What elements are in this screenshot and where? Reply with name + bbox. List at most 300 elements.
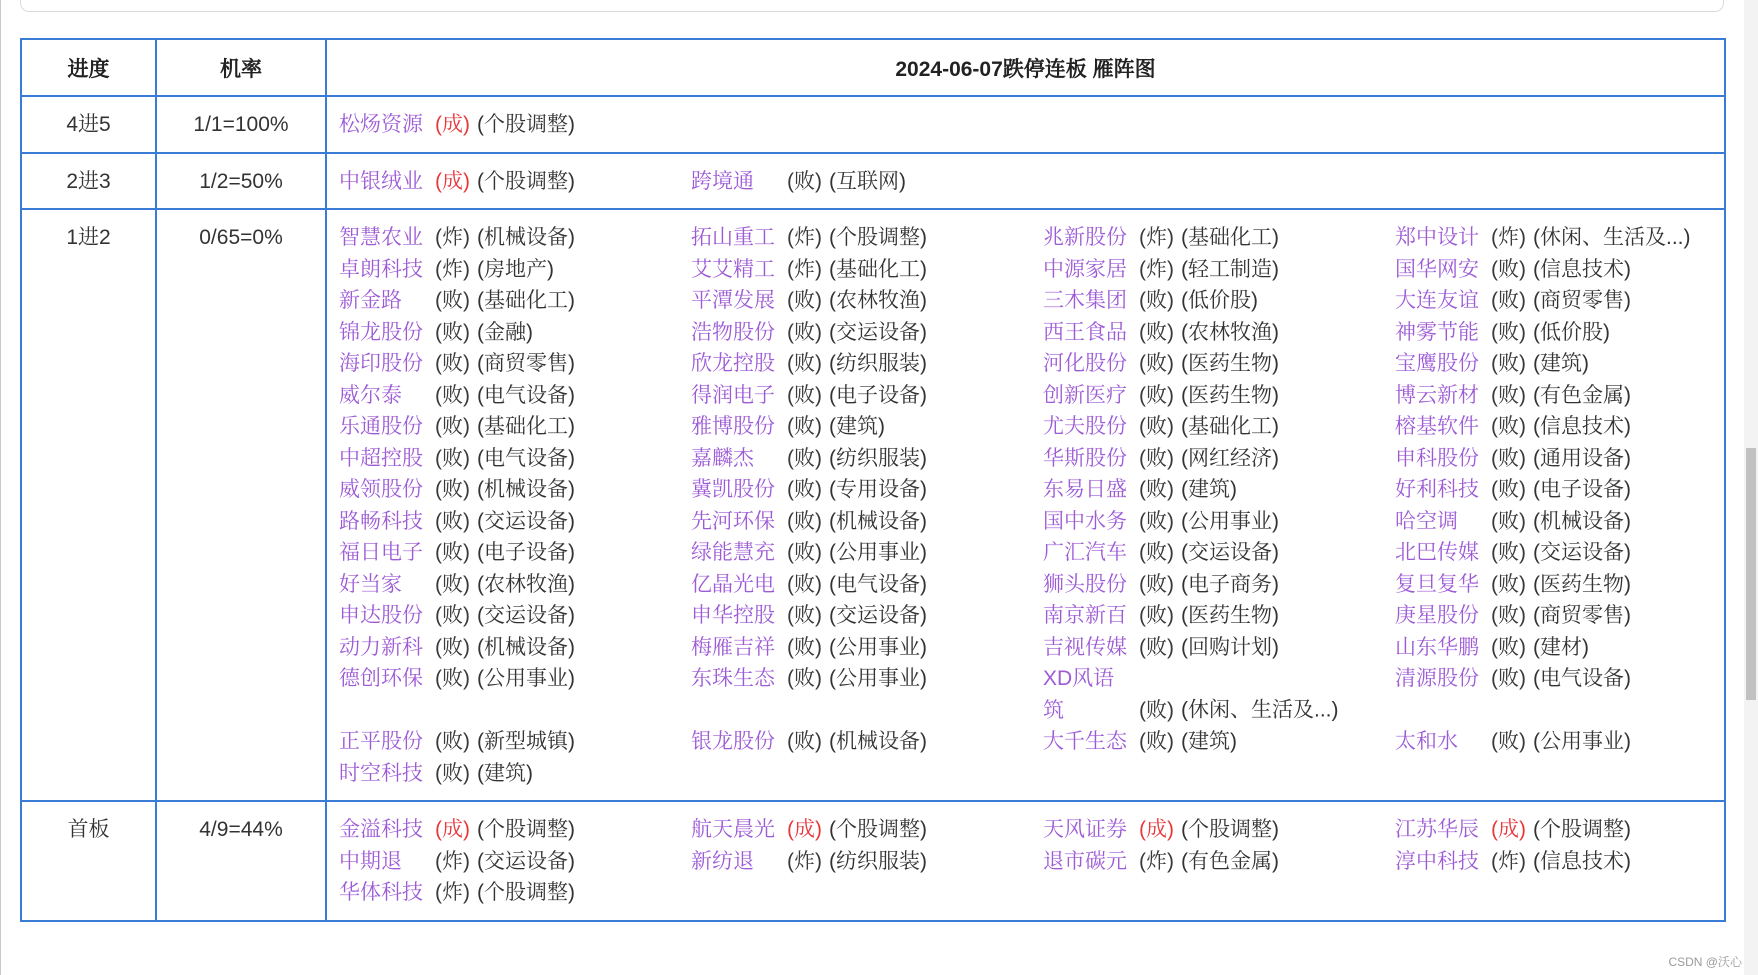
stock-name-link[interactable]: 南京新百 bbox=[1043, 604, 1127, 627]
stock-name-link[interactable]: 路畅科技 bbox=[339, 509, 423, 533]
stock-name-link[interactable]: 新金路 bbox=[339, 289, 402, 312]
stock-sector: (休闲、生活及...) bbox=[1533, 226, 1691, 249]
stock-sector: (个股调整) bbox=[829, 226, 927, 249]
stocks-cell bbox=[326, 801, 1725, 921]
rate-cell: 1/2=50% bbox=[156, 153, 326, 210]
stock-status: (败) bbox=[435, 383, 470, 407]
stock-sector: (休闲、生活及...) bbox=[1181, 698, 1339, 722]
stock-entry bbox=[1043, 222, 1395, 254]
stock-status: (败) bbox=[1491, 541, 1526, 564]
stock-status: (败) bbox=[1491, 667, 1526, 690]
stock-status: (成) bbox=[435, 818, 470, 841]
stock-sector: (交运设备) bbox=[829, 320, 927, 344]
stock-entry bbox=[691, 726, 1043, 758]
stock-sector: (交运设备) bbox=[829, 604, 927, 627]
stock-sector: (机械设备) bbox=[829, 509, 927, 533]
stock-name-link[interactable]: 申科股份 bbox=[1395, 446, 1479, 470]
stock-name-link[interactable]: 雅博股份 bbox=[691, 415, 775, 438]
stock-entry bbox=[339, 846, 691, 878]
stock-name-link[interactable]: 西王食品 bbox=[1043, 320, 1127, 344]
stock-name-link[interactable]: 浩物股份 bbox=[691, 320, 775, 344]
stock-entry bbox=[1043, 632, 1395, 664]
stock-entry bbox=[1395, 443, 1712, 475]
stock-name-link[interactable]: 卓朗科技 bbox=[339, 257, 423, 281]
stock-sector: (信息技术) bbox=[1533, 849, 1631, 873]
stock-entry bbox=[339, 814, 691, 846]
stock-name-link[interactable]: 尤夫股份 bbox=[1043, 415, 1127, 438]
stock-name-link[interactable]: 淳中科技 bbox=[1395, 849, 1479, 873]
stock-sector: (建筑) bbox=[1181, 730, 1237, 753]
stock-status: (败) bbox=[1491, 446, 1526, 470]
stock-status: (败) bbox=[787, 169, 822, 193]
window-left-edge bbox=[0, 0, 1, 975]
stock-sector: (专用设备) bbox=[829, 478, 927, 501]
stock-sector: (机械设备) bbox=[1533, 509, 1631, 533]
stock-entry bbox=[1043, 600, 1395, 632]
stock-name-link[interactable]: 华斯股份 bbox=[1043, 446, 1127, 470]
stock-name-link[interactable]: 国中水务 bbox=[1043, 509, 1127, 533]
stock-status: (炸) bbox=[1491, 226, 1526, 249]
stock-sector: (医药生物) bbox=[1533, 572, 1631, 596]
watermark: CSDN @沃心 bbox=[1668, 955, 1742, 969]
stock-name-link[interactable]: 绿能慧充 bbox=[691, 541, 775, 564]
stock-status: (炸) bbox=[1139, 849, 1174, 873]
stock-status: (败) bbox=[435, 667, 470, 690]
stock-status: (败) bbox=[1491, 257, 1526, 281]
stock-status: (败) bbox=[1139, 478, 1174, 501]
stock-entry bbox=[1395, 411, 1712, 443]
scrollbar-thumb[interactable] bbox=[1746, 448, 1756, 700]
stock-name-link[interactable]: 博云新材 bbox=[1395, 383, 1479, 407]
stock-entry bbox=[339, 632, 691, 664]
stock-status: (败) bbox=[435, 635, 470, 659]
stock-sector: (医药生物) bbox=[1181, 352, 1279, 375]
stock-entry bbox=[339, 443, 691, 475]
stock-name-link[interactable]: 北巴传媒 bbox=[1395, 541, 1479, 564]
stock-sector: (个股调整) bbox=[1181, 818, 1279, 841]
stock-entry bbox=[691, 411, 1043, 443]
ladder-row bbox=[21, 153, 1725, 210]
stock-status: (败) bbox=[435, 761, 470, 785]
stock-status: (败) bbox=[787, 320, 822, 344]
stock-name-link[interactable]: 中期退 bbox=[339, 849, 402, 873]
stock-name-link[interactable]: 东珠生态 bbox=[691, 667, 775, 690]
stock-status: (败) bbox=[1139, 446, 1174, 470]
stock-sector: (公用事业) bbox=[1533, 730, 1631, 753]
stock-status: (败) bbox=[1491, 289, 1526, 312]
ladder-row bbox=[21, 96, 1725, 153]
stock-status: (成) bbox=[435, 169, 470, 193]
stock-name-link[interactable]: 广汇汽车 bbox=[1043, 541, 1127, 564]
stock-entry bbox=[691, 285, 1043, 317]
stock-status: (败) bbox=[1139, 289, 1174, 312]
stock-status: (败) bbox=[787, 667, 822, 690]
stock-status: (败) bbox=[787, 730, 822, 753]
stock-name-link[interactable]: 银龙股份 bbox=[691, 730, 775, 753]
rate-cell: 4/9=44% bbox=[156, 801, 326, 921]
stock-sector: (交运设备) bbox=[477, 849, 575, 873]
stock-entry bbox=[1043, 846, 1395, 878]
stock-name-link[interactable]: 中源家居 bbox=[1043, 257, 1127, 281]
stock-sector: (个股调整) bbox=[1533, 818, 1631, 841]
stock-entry bbox=[691, 166, 1043, 198]
stock-sector: (网红经济) bbox=[1181, 446, 1279, 470]
stock-sector: (基础化工) bbox=[477, 289, 575, 312]
stock-entry bbox=[691, 814, 1043, 846]
stock-entry bbox=[339, 380, 691, 412]
stock-name-link[interactable]: 山东华鹏 bbox=[1395, 635, 1479, 659]
stock-status: (败) bbox=[787, 604, 822, 627]
stock-status: (败) bbox=[435, 320, 470, 344]
stock-entry bbox=[339, 222, 691, 254]
stock-sector: (个股调整) bbox=[829, 818, 927, 841]
stock-entry bbox=[1395, 254, 1712, 286]
stock-sector: (商贸零售) bbox=[1533, 604, 1631, 627]
stock-name-link[interactable]: 跨境通 bbox=[691, 169, 754, 193]
stock-name-link[interactable]: 国华网安 bbox=[1395, 257, 1479, 281]
ladder-body bbox=[21, 96, 1725, 921]
stock-entry bbox=[339, 254, 691, 286]
stock-status: (成) bbox=[435, 113, 470, 136]
stock-sector: (个股调整) bbox=[477, 818, 575, 841]
stock-name-link[interactable]: 智慧农业 bbox=[339, 226, 423, 249]
stock-status: (败) bbox=[1139, 415, 1174, 438]
stock-sector: (机械设备) bbox=[477, 635, 575, 659]
stocks-cell bbox=[326, 96, 1725, 153]
stock-status: (败) bbox=[435, 478, 470, 501]
stock-name-link[interactable]: 狮头股份 bbox=[1043, 572, 1127, 596]
stock-status: (炸) bbox=[435, 881, 470, 904]
stock-status: (炸) bbox=[1139, 257, 1174, 281]
stock-sector: (商贸零售) bbox=[1533, 289, 1631, 312]
stock-status: (败) bbox=[1491, 478, 1526, 501]
stock-sector: (金融) bbox=[477, 320, 533, 344]
stock-status: (败) bbox=[1491, 572, 1526, 596]
stock-status: (炸) bbox=[787, 257, 822, 281]
stock-sector: (建筑) bbox=[1533, 352, 1589, 375]
stock-name-link[interactable]: 威领股份 bbox=[339, 478, 423, 501]
stock-status: (成) bbox=[1139, 818, 1174, 841]
stock-entry bbox=[691, 317, 1043, 349]
stock-sector: (交运设备) bbox=[477, 604, 575, 627]
stock-name-link[interactable]: 河化股份 bbox=[1043, 352, 1127, 375]
stock-sector: (公用事业) bbox=[477, 667, 575, 690]
stock-entry bbox=[339, 166, 691, 198]
stock-entry bbox=[1395, 348, 1712, 380]
header-progress: 进度 bbox=[21, 39, 156, 96]
stock-entry bbox=[691, 846, 1043, 878]
stock-entry bbox=[1395, 632, 1712, 664]
stock-sector: (纺织服装) bbox=[829, 352, 927, 375]
stock-name-link[interactable]: 锦龙股份 bbox=[339, 320, 423, 344]
stock-name-link[interactable]: 嘉麟杰 bbox=[691, 446, 754, 470]
stock-sector: (电气设备) bbox=[1533, 667, 1631, 690]
stock-name-link[interactable]: 中银绒业 bbox=[339, 169, 423, 193]
stock-entry bbox=[691, 506, 1043, 538]
stock-name-link[interactable]: 榕基软件 bbox=[1395, 415, 1479, 438]
stock-sector: (公用事业) bbox=[829, 635, 927, 659]
stock-status: (败) bbox=[1491, 730, 1526, 753]
stock-name-link[interactable]: 乐通股份 bbox=[339, 415, 423, 438]
ladder-row bbox=[21, 209, 1725, 801]
stock-sector: (基础化工) bbox=[477, 415, 575, 438]
stock-status: (败) bbox=[435, 289, 470, 312]
stock-sector: (公用事业) bbox=[829, 541, 927, 564]
stock-name-link[interactable]: 申华控股 bbox=[691, 604, 775, 627]
stock-status: (败) bbox=[787, 446, 822, 470]
stock-entry bbox=[1395, 663, 1712, 695]
stock-name-link[interactable]: 海印股份 bbox=[339, 352, 423, 375]
stock-name-link[interactable]: 拓山重工 bbox=[691, 226, 775, 249]
stock-name-link[interactable]: 新纺退 bbox=[691, 849, 754, 873]
stock-sector: (轻工制造) bbox=[1181, 257, 1279, 281]
stock-status: (炸) bbox=[435, 257, 470, 281]
stock-status: (败) bbox=[787, 383, 822, 407]
stock-name-link[interactable]: 艾艾精工 bbox=[691, 257, 775, 281]
stock-name-link[interactable]: 华体科技 bbox=[339, 881, 423, 904]
stock-sector: (电气设备) bbox=[477, 383, 575, 407]
stage-cell: 首板 bbox=[21, 801, 156, 921]
stock-sector: (公用事业) bbox=[829, 667, 927, 690]
stock-entry bbox=[339, 317, 691, 349]
stocks-cell bbox=[326, 153, 1725, 210]
stock-entry bbox=[691, 443, 1043, 475]
stock-name-link[interactable]: 平潭发展 bbox=[691, 289, 775, 312]
stock-status: (败) bbox=[1139, 635, 1174, 659]
stock-sector: (公用事业) bbox=[1181, 509, 1279, 533]
stock-sector: (建筑) bbox=[1181, 478, 1237, 501]
stock-name-link[interactable]: 大千生态 bbox=[1043, 730, 1127, 753]
stock-name-link[interactable]: 东易日盛 bbox=[1043, 478, 1127, 501]
stock-status: (败) bbox=[435, 509, 470, 533]
stock-entry bbox=[1043, 285, 1395, 317]
stock-sector: (医药生物) bbox=[1181, 383, 1279, 407]
stock-sector: (回购计划) bbox=[1181, 635, 1279, 659]
stock-name-link[interactable]: 欣龙控股 bbox=[691, 352, 775, 375]
stock-status: (败) bbox=[1491, 383, 1526, 407]
stock-grid bbox=[339, 109, 1712, 141]
stock-name-link[interactable]: 金溢科技 bbox=[339, 818, 423, 841]
stock-entry bbox=[1395, 380, 1712, 412]
stocks-cell bbox=[326, 209, 1725, 801]
stock-entry bbox=[339, 474, 691, 506]
stock-entry bbox=[1395, 569, 1712, 601]
stock-sector: (基础化工) bbox=[829, 257, 927, 281]
stock-name-link[interactable]: 创新医疗 bbox=[1043, 383, 1127, 407]
stock-sector: (建筑) bbox=[477, 761, 533, 785]
stock-sector: (信息技术) bbox=[1533, 257, 1631, 281]
stock-entry bbox=[1395, 600, 1712, 632]
stock-sector: (互联网) bbox=[829, 169, 906, 193]
stock-entry bbox=[1395, 726, 1712, 758]
stock-status: (败) bbox=[435, 572, 470, 596]
stock-name-link[interactable]: 梅雁吉祥 bbox=[691, 635, 775, 659]
stock-status: (败) bbox=[1139, 383, 1174, 407]
stock-status: (败) bbox=[1139, 352, 1174, 375]
stock-entry bbox=[339, 877, 691, 909]
stock-name-link[interactable]: 好利科技 bbox=[1395, 478, 1479, 501]
stock-name-link[interactable]: 先河环保 bbox=[691, 509, 775, 533]
stock-name-link[interactable]: 正平股份 bbox=[339, 730, 423, 753]
stock-name-link[interactable]: 清源股份 bbox=[1395, 667, 1479, 690]
table-header-row bbox=[21, 39, 1725, 96]
stock-status: (败) bbox=[1491, 352, 1526, 375]
stock-name-link[interactable]: 申达股份 bbox=[339, 604, 423, 627]
stock-grid bbox=[339, 166, 1712, 198]
stock-status: (炸) bbox=[787, 849, 822, 873]
stock-sector: (农林牧渔) bbox=[477, 572, 575, 596]
stock-name-link[interactable]: 德创环保 bbox=[339, 667, 423, 690]
stock-sector: (基础化工) bbox=[1181, 226, 1279, 249]
stock-entry bbox=[339, 285, 691, 317]
stock-status: (成) bbox=[787, 818, 822, 841]
stock-name-link[interactable]: 复旦复华 bbox=[1395, 572, 1479, 596]
stock-status: (败) bbox=[1491, 604, 1526, 627]
stock-entry bbox=[691, 254, 1043, 286]
stock-entry bbox=[1043, 254, 1395, 286]
stock-status: (败) bbox=[787, 509, 822, 533]
stock-sector: (机械设备) bbox=[477, 226, 575, 249]
stock-sector: (农林牧渔) bbox=[1181, 320, 1279, 344]
stock-entry bbox=[339, 348, 691, 380]
stock-sector: (基础化工) bbox=[1181, 415, 1279, 438]
stock-sector: (有色金属) bbox=[1181, 849, 1279, 873]
stock-status: (炸) bbox=[435, 226, 470, 249]
stock-entry bbox=[1395, 537, 1712, 569]
stock-grid bbox=[339, 814, 1712, 909]
stock-sector: (个股调整) bbox=[477, 113, 575, 136]
stock-entry bbox=[1043, 443, 1395, 475]
stock-name-link[interactable]: 三木集团 bbox=[1043, 289, 1127, 312]
stock-entry bbox=[1395, 846, 1712, 878]
rate-cell: 0/65=0% bbox=[156, 209, 326, 801]
stock-sector: (通用设备) bbox=[1533, 446, 1631, 470]
stock-name-link[interactable]: 退市碳元 bbox=[1043, 849, 1127, 873]
stock-sector: (建材) bbox=[1533, 635, 1589, 659]
stock-grid bbox=[339, 222, 1712, 789]
stock-status: (败) bbox=[1139, 541, 1174, 564]
stock-name-link[interactable]: 时空科技 bbox=[339, 761, 423, 785]
stock-name-link[interactable]: 吉视传媒 bbox=[1043, 635, 1127, 659]
header-rate: 机率 bbox=[156, 39, 326, 96]
stock-entry bbox=[339, 109, 691, 141]
stock-status: (败) bbox=[1139, 698, 1174, 722]
stock-name-link[interactable]: 动力新科 bbox=[339, 635, 423, 659]
rate-cell: 1/1=100% bbox=[156, 96, 326, 153]
stock-entry bbox=[1043, 380, 1395, 412]
stock-entry bbox=[1395, 474, 1712, 506]
stock-sector: (电气设备) bbox=[829, 572, 927, 596]
stock-status: (败) bbox=[787, 541, 822, 564]
stock-name-link[interactable]: 冀凯股份 bbox=[691, 478, 775, 501]
stock-entry bbox=[1043, 506, 1395, 538]
stock-entry bbox=[339, 537, 691, 569]
stock-status: (败) bbox=[1139, 320, 1174, 344]
stock-status: (败) bbox=[1139, 604, 1174, 627]
stock-entry bbox=[1043, 537, 1395, 569]
stock-sector: (纺织服装) bbox=[829, 446, 927, 470]
stock-sector: (电气设备) bbox=[477, 446, 575, 470]
stock-sector: (低价股) bbox=[1533, 320, 1610, 344]
stock-name-link[interactable]: XD风语筑 bbox=[1043, 667, 1115, 722]
stock-sector: (商贸零售) bbox=[477, 352, 575, 375]
stock-status: (败) bbox=[787, 415, 822, 438]
stock-sector: (个股调整) bbox=[477, 169, 575, 193]
stock-entry bbox=[1395, 814, 1712, 846]
stock-name-link[interactable]: 神雾节能 bbox=[1395, 320, 1479, 344]
stock-name-link[interactable]: 得润电子 bbox=[691, 383, 775, 407]
stock-entry bbox=[1395, 506, 1712, 538]
stock-name-link[interactable]: 松炀资源 bbox=[339, 113, 423, 136]
stock-entry bbox=[339, 569, 691, 601]
stock-status: (败) bbox=[435, 604, 470, 627]
stock-entry bbox=[339, 663, 691, 695]
stock-name-link[interactable]: 中超控股 bbox=[339, 446, 423, 470]
stock-entry bbox=[1043, 726, 1395, 758]
stock-status: (败) bbox=[1491, 635, 1526, 659]
stock-status: (败) bbox=[1139, 572, 1174, 596]
stock-name-link[interactable]: 江苏华辰 bbox=[1395, 818, 1479, 841]
stock-sector: (农林牧渔) bbox=[829, 289, 927, 312]
stage-cell: 1进2 bbox=[21, 209, 156, 801]
stock-status: (败) bbox=[787, 635, 822, 659]
stock-status: (败) bbox=[787, 352, 822, 375]
stock-name-link[interactable]: 宝鹰股份 bbox=[1395, 352, 1479, 375]
stock-sector: (房地产) bbox=[477, 257, 554, 281]
stock-name-link[interactable]: 庚星股份 bbox=[1395, 604, 1479, 627]
stock-name-link[interactable]: 郑中设计 bbox=[1395, 226, 1479, 249]
stock-sector: (机械设备) bbox=[829, 730, 927, 753]
stock-name-link[interactable]: 亿晶光电 bbox=[691, 572, 775, 596]
stock-entry bbox=[691, 474, 1043, 506]
stage-cell: 4进5 bbox=[21, 96, 156, 153]
stock-sector: (电子设备) bbox=[829, 383, 927, 407]
stock-sector: (电子设备) bbox=[1533, 478, 1631, 501]
stock-status: (败) bbox=[1139, 730, 1174, 753]
stock-sector: (电子设备) bbox=[477, 541, 575, 564]
stock-entry bbox=[691, 222, 1043, 254]
stock-sector: (交运设备) bbox=[477, 509, 575, 533]
stock-name-link[interactable]: 航天晨光 bbox=[691, 818, 775, 841]
stock-name-link[interactable]: 大连友谊 bbox=[1395, 289, 1479, 312]
stock-status: (败) bbox=[435, 352, 470, 375]
stock-entry bbox=[339, 506, 691, 538]
ladder-row bbox=[21, 801, 1725, 921]
stage-cell: 2进3 bbox=[21, 153, 156, 210]
stock-entry bbox=[1043, 474, 1395, 506]
stock-entry bbox=[691, 600, 1043, 632]
stock-entry bbox=[691, 632, 1043, 664]
stock-name-link[interactable]: 好当家 bbox=[339, 572, 402, 596]
stock-name-link[interactable]: 太和水 bbox=[1395, 730, 1458, 753]
stock-status: (炸) bbox=[787, 226, 822, 249]
stock-sector: (电子商务) bbox=[1181, 572, 1279, 596]
stock-sector: (个股调整) bbox=[477, 881, 575, 904]
stock-name-link[interactable]: 威尔泰 bbox=[339, 383, 402, 407]
header-title: 2024-06-07跌停连板 雁阵图 bbox=[326, 39, 1725, 96]
stock-entry bbox=[691, 348, 1043, 380]
stock-sector: (交运设备) bbox=[1533, 541, 1631, 564]
stock-name-link[interactable]: 哈空调 bbox=[1395, 509, 1458, 533]
stock-sector: (有色金属) bbox=[1533, 383, 1631, 407]
stock-sector: (机械设备) bbox=[477, 478, 575, 501]
stock-entry bbox=[691, 537, 1043, 569]
top-panel-edge bbox=[20, 0, 1724, 12]
stock-sector: (纺织服装) bbox=[829, 849, 927, 873]
stock-name-link[interactable]: 福日电子 bbox=[339, 541, 423, 564]
stock-name-link[interactable]: 兆新股份 bbox=[1043, 226, 1127, 249]
stock-name-link[interactable]: 天风证券 bbox=[1043, 818, 1127, 841]
